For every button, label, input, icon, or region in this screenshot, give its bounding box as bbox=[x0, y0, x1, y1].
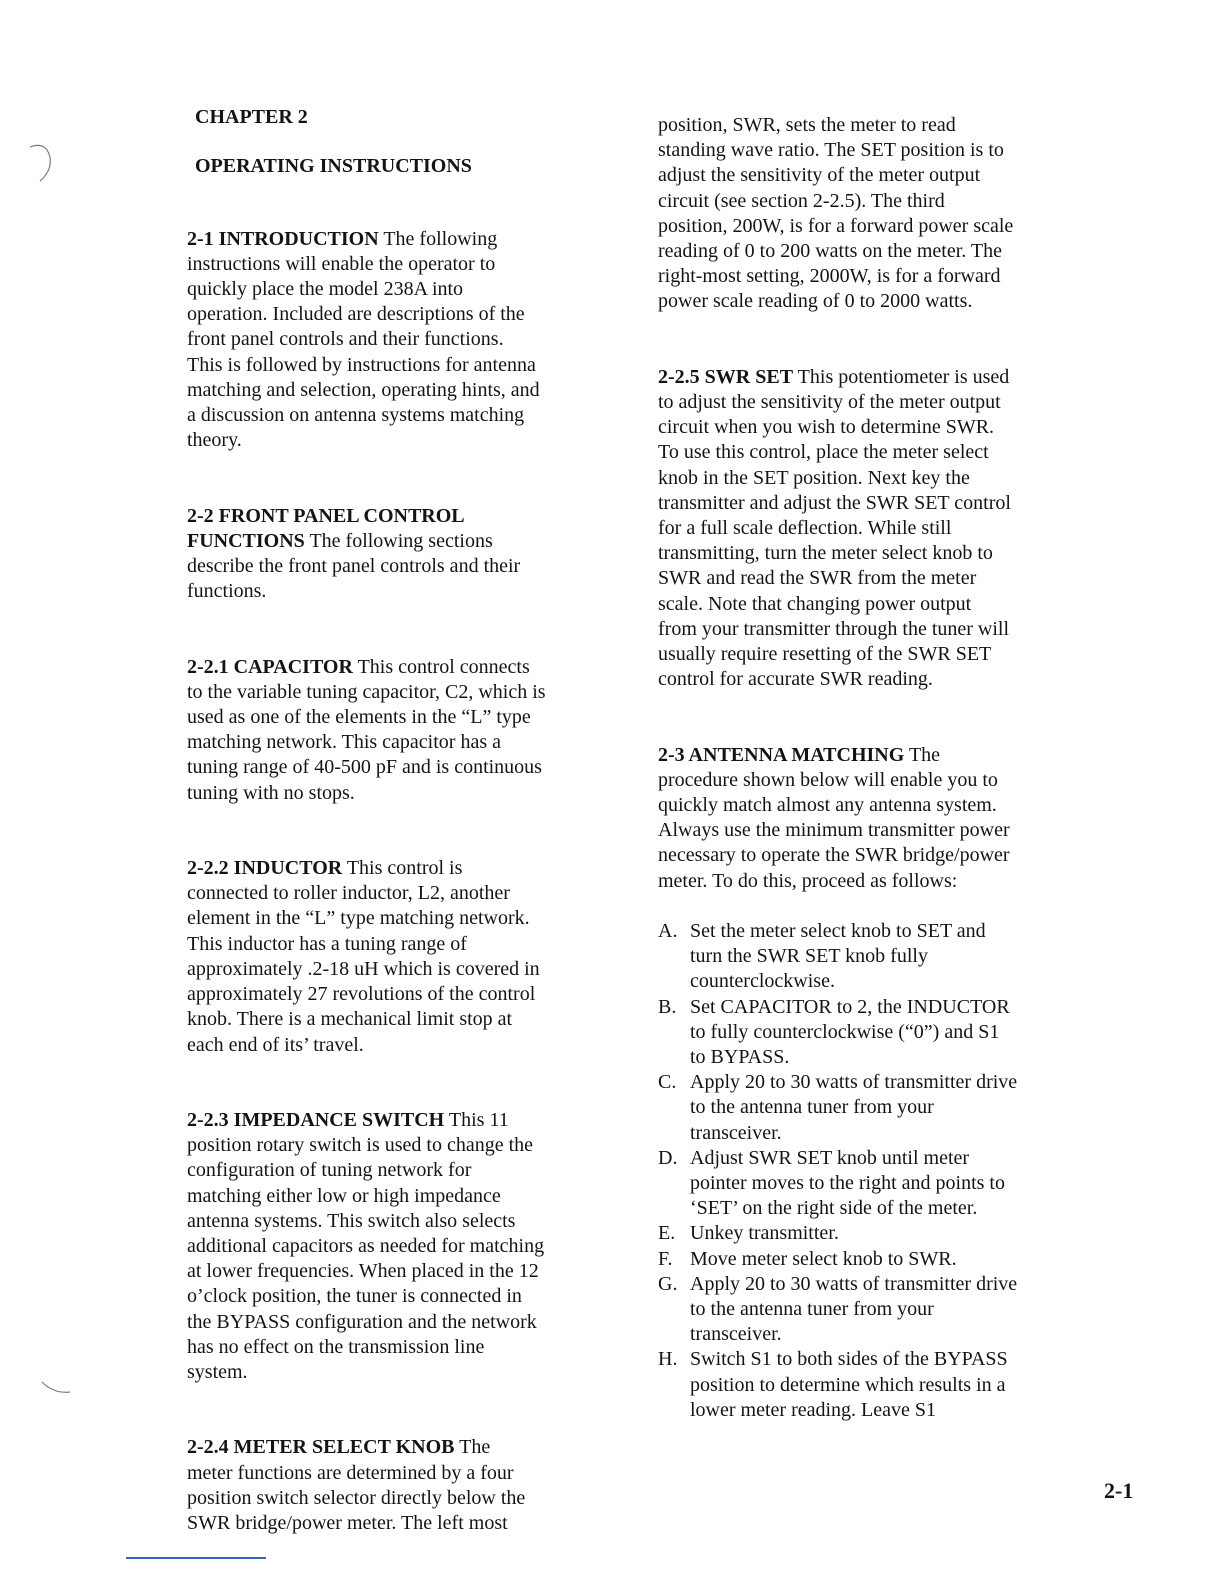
step-text: Apply 20 to 30 watts of transmitter drive to the antenna tuner from your transceiver. bbox=[690, 1071, 1018, 1144]
binder-hole-mark-bottom bbox=[40, 1368, 80, 1408]
step-letter: G. bbox=[658, 1272, 678, 1295]
paragraph-meter-select-continued: position, SWR, sets the meter to read standing wave ratio. The SET position is to adjust the sensitivity of the meter output circuit (see section 2-2.5). The third position, 200W, is for a forward power scale reading of 0 to 200 watts on the meter. The right-most setting, 2000W, is for a forward power scale reading of 0 to 2000 watts. bbox=[658, 114, 1014, 313]
step-c bbox=[658, 1070, 1066, 1146]
section-title: OPERATING INSTRUCTIONS bbox=[195, 155, 472, 178]
heading-impedance-switch: 2-2.3 IMPEDANCE SWITCH bbox=[187, 1108, 445, 1131]
step-f bbox=[658, 1247, 1066, 1272]
step-letter: D. bbox=[658, 1146, 678, 1169]
text-introduction: The following instructions will enable the operator to quickly place the model 238A into operation. Included are descriptions of the front panel controls and their functions. This is followed by instructions for antenna matching and selection, operating hints, and a discussion on antenna systems matching theory. bbox=[187, 227, 540, 452]
paragraph-inductor bbox=[187, 831, 597, 1058]
step-text: Adjust SWR SET knob until meter pointer moves to the right and points to ‘SET’ on the right side of the meter. bbox=[690, 1146, 1005, 1220]
step-letter: F. bbox=[658, 1247, 673, 1270]
binder-hole-mark-top bbox=[28, 135, 68, 195]
step-text: Set CAPACITOR to 2, the INDUCTOR to fully counterclockwise (“0”) and S1 to BYPASS. bbox=[690, 995, 1010, 1068]
paragraph-impedance-switch bbox=[187, 1083, 597, 1385]
paragraph-swr-set bbox=[658, 340, 1066, 693]
step-text: Apply 20 to 30 watts of transmitter drive to the antenna tuner from your transceiver. bbox=[690, 1272, 1018, 1346]
paragraph-capacitor bbox=[187, 629, 597, 805]
paragraph-introduction bbox=[187, 201, 597, 453]
step-text: Move meter select knob to SWR. bbox=[690, 1247, 957, 1270]
step-letter: E. bbox=[658, 1222, 676, 1245]
text-antenna-matching: The procedure shown below will enable you to quickly match almost any antenna system. Always use the minimum transmitter power necessary to operate the SWR bridge/power meter. To do this, proceed as follows: bbox=[658, 743, 1010, 892]
step-letter: C. bbox=[658, 1071, 677, 1094]
step-a bbox=[658, 919, 1066, 995]
paragraph-meter-select bbox=[187, 1410, 597, 1536]
step-text: Set the meter select knob to SET and turn the SWR SET knob fully counterclockwise. bbox=[690, 919, 986, 993]
heading-swr-set: 2-2.5 SWR SET bbox=[658, 365, 794, 388]
text-swr-set: This potentiometer is used to adjust the sensitivity of the meter output circuit when you wish to determine SWR. To use this control, place the meter select knob in the SET position. Next key the transmitter and adjust the SWR SET control for a full scale deflection. While still transmitting, turn the meter select knob to SWR and read the SWR from the meter scale. Note that changing power output from your transmitter through the tuner will usually require resetting of the SWR SET control for accurate SWR reading. bbox=[658, 365, 1011, 691]
left-column bbox=[187, 105, 597, 1561]
step-d bbox=[658, 1146, 1066, 1222]
heading-front-panel: 2-2 FRONT PANEL CONTROL FUNCTIONS bbox=[187, 504, 465, 552]
text-front-panel: The following sections describe the front panel controls and their functions. bbox=[187, 529, 521, 603]
step-g bbox=[658, 1272, 1066, 1348]
text-inductor: This control is connected to roller inductor, L2, another element in the “L” type matching network. This inductor has a tuning range of approximately .2-18 uH which is covered in approximately 27 revolutions of the control knob. There is a mechanical limit stop at each end of its’ travel. bbox=[187, 857, 540, 1056]
heading-antenna-matching: 2-3 ANTENNA MATCHING bbox=[658, 743, 905, 766]
step-letter: H. bbox=[658, 1348, 678, 1371]
step-e bbox=[658, 1221, 1066, 1246]
text-capacitor: This control connects to the variable tuning capacitor, C2, which is used as one of the elements in the “L” type matching network. This capacitor has a tuning range of 40-500 pF and is continuous tuning with no stops. bbox=[187, 655, 546, 804]
heading-capacitor: 2-2.1 CAPACITOR bbox=[187, 655, 353, 678]
step-letter: B. bbox=[658, 995, 677, 1018]
step-text: Unkey transmitter. bbox=[690, 1222, 839, 1245]
step-h bbox=[658, 1347, 1066, 1423]
step-text: Switch S1 to both sides of the BYPASS position to determine which results in a lower meter reading. Leave S1 bbox=[690, 1348, 1008, 1421]
right-column bbox=[658, 113, 1066, 1423]
text-impedance-switch: This 11 position rotary switch is used to change the configuration of tuning network for matching either low or high impedance antenna systems. This switch also selects additional capacitors as needed for matching at lower frequencies. When placed in the 12 o’clock position, the tuner is connected in the BYPASS configuration and the network has no effect on the transmission line system. bbox=[187, 1108, 545, 1383]
paragraph-antenna-matching bbox=[658, 717, 1066, 893]
paragraph-front-panel bbox=[187, 478, 597, 604]
text-meter-select: The meter functions are determined by a four position switch selector directly below the SWR bridge/power meter. The left most bbox=[187, 1436, 526, 1534]
heading-meter-select: 2-2.4 METER SELECT KNOB bbox=[187, 1436, 455, 1459]
heading-inductor: 2-2.2 INDUCTOR bbox=[187, 857, 343, 880]
heading-introduction: 2-1 INTRODUCTION bbox=[187, 227, 379, 250]
footer-rule bbox=[126, 1557, 266, 1559]
chapter-label: CHAPTER 2 bbox=[195, 106, 308, 128]
step-b bbox=[658, 995, 1066, 1071]
procedure-steps bbox=[658, 919, 1066, 1423]
step-letter: A. bbox=[658, 919, 678, 942]
page-number: 2-1 bbox=[1104, 1478, 1134, 1503]
